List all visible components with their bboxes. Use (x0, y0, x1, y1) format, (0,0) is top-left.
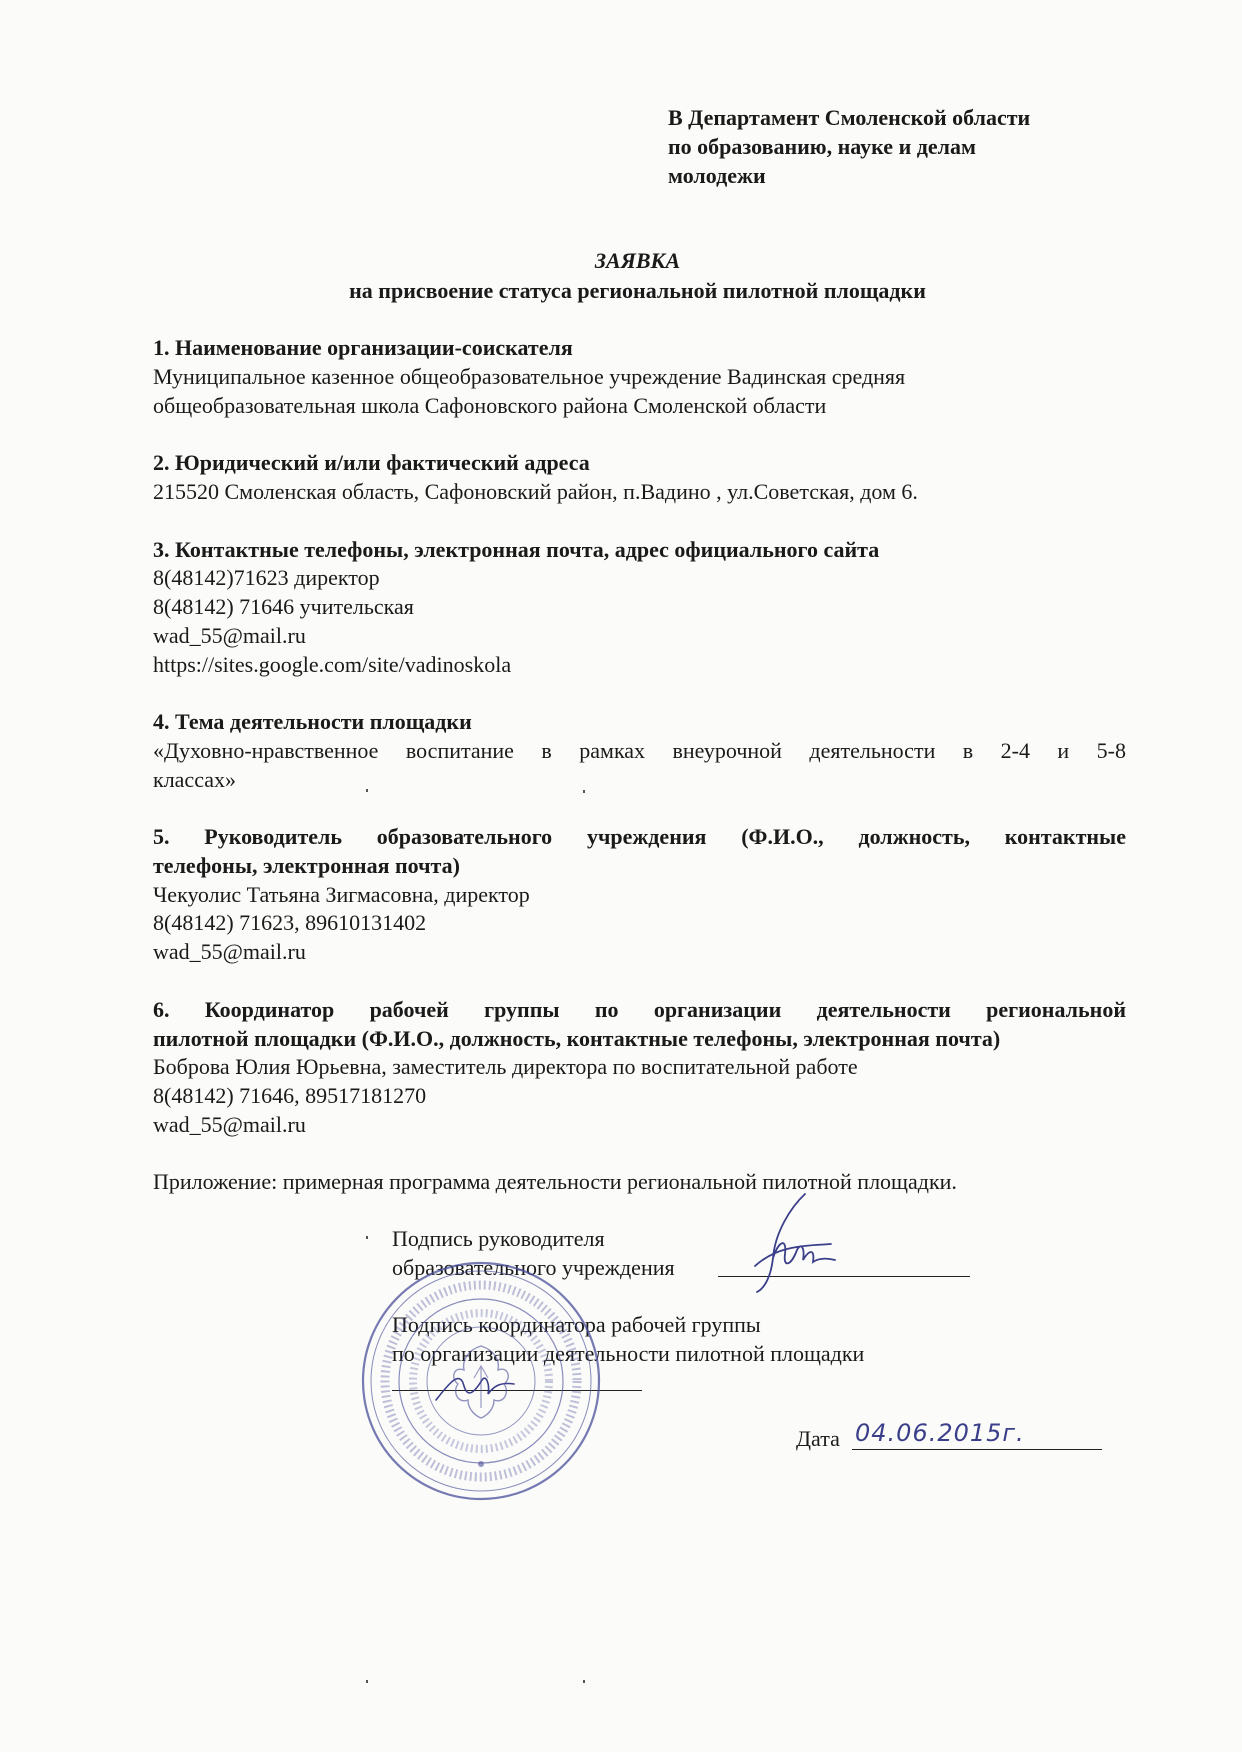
date-label: Дата (796, 1426, 840, 1451)
section-2-line: 215520 Смоленская область, Сафоновский район, п.Вадино , ул.Советская, дом 6. (153, 479, 918, 504)
section-5-heading-cont: телефоны, электронная почта) (153, 853, 460, 878)
section-3-heading: 3. Контактные телефоны, электронная почта, адрес официального сайта (153, 537, 880, 562)
section-6-heading-cont: пилотной площадки (Ф.И.О., должность, контактные телефоны, электронная почта) (153, 1026, 1001, 1051)
scan-speck (583, 1680, 585, 1683)
section-4-line: «Духовно-нравственное воспитание в рамках внеурочной деятельности в 2-4 и 5-8 (153, 738, 1126, 763)
section-1-heading: 1. Наименование организации-соискателя (153, 335, 573, 360)
coordinator-signature-label: по организации деятельности пилотной площадки (392, 1341, 865, 1366)
section-5-line: 8(48142) 71623, 89610131402 (153, 910, 427, 935)
section-4-line: классах» (153, 767, 236, 792)
section-3-line: https://sites.google.com/site/vadinoskola (153, 652, 512, 677)
date-value: 04.06.2015г. (855, 1419, 1025, 1447)
section-6-line: 8(48142) 71646, 89517181270 (153, 1083, 427, 1108)
addressee-line: В Департамент Смоленской области (668, 105, 1031, 130)
scan-speck (366, 1236, 368, 1239)
section-2-heading: 2. Юридический и/или фактический адреса (153, 450, 590, 475)
section-1-line: Муниципальное казенное общеобразовательное учреждение Вадинская средняя (153, 364, 906, 389)
section-3-line: 8(48142) 71646 учительская (153, 594, 414, 619)
document-subtitle: на присвоение статуса региональной пилотной площадки (349, 278, 926, 303)
section-6-line: wad_55@mail.ru (153, 1112, 306, 1137)
document-title: ЗАЯВКА (594, 248, 681, 273)
section-5-line: wad_55@mail.ru (153, 939, 306, 964)
section-4-heading: 4. Тема деятельности площадки (153, 709, 472, 734)
appendix-note: Приложение: примерная программа деятельности региональной пилотной площадки. (153, 1169, 957, 1194)
section-3-line: wad_55@mail.ru (153, 623, 306, 648)
head-signature-label: образовательного учреждения (392, 1255, 675, 1280)
addressee-block (668, 103, 1128, 190)
section-6-line: Боброва Юлия Юрьевна, заместитель директора по воспитательной работе (153, 1054, 858, 1079)
head-signature-label: Подпись руководителя (392, 1226, 605, 1251)
addressee-line: молодежи (668, 163, 766, 188)
head-signature-scribble (735, 1188, 845, 1298)
official-stamp (358, 1258, 604, 1504)
coordinator-signature-label: Подпись координатора рабочей группы (392, 1312, 761, 1337)
scan-speck (366, 1680, 368, 1683)
section-1-line: общеобразовательная школа Сафоновского района Смоленской области (153, 393, 827, 418)
scan-speck (583, 790, 585, 793)
date-line (852, 1449, 1102, 1450)
section-6-heading: 6. Координатор рабочей группы по организации деятельности региональной (153, 997, 1126, 1022)
addressee-line: по образованию, науке и делам (668, 134, 976, 159)
section-5-heading: 5. Руководитель образовательного учреждения (Ф.И.О., должность, контактные (153, 824, 1126, 849)
section-5-line: Чекуолис Татьяна Зигмасовна, директор (153, 882, 530, 907)
section-3-line: 8(48142)71623 директор (153, 565, 380, 590)
scan-speck (366, 789, 368, 792)
